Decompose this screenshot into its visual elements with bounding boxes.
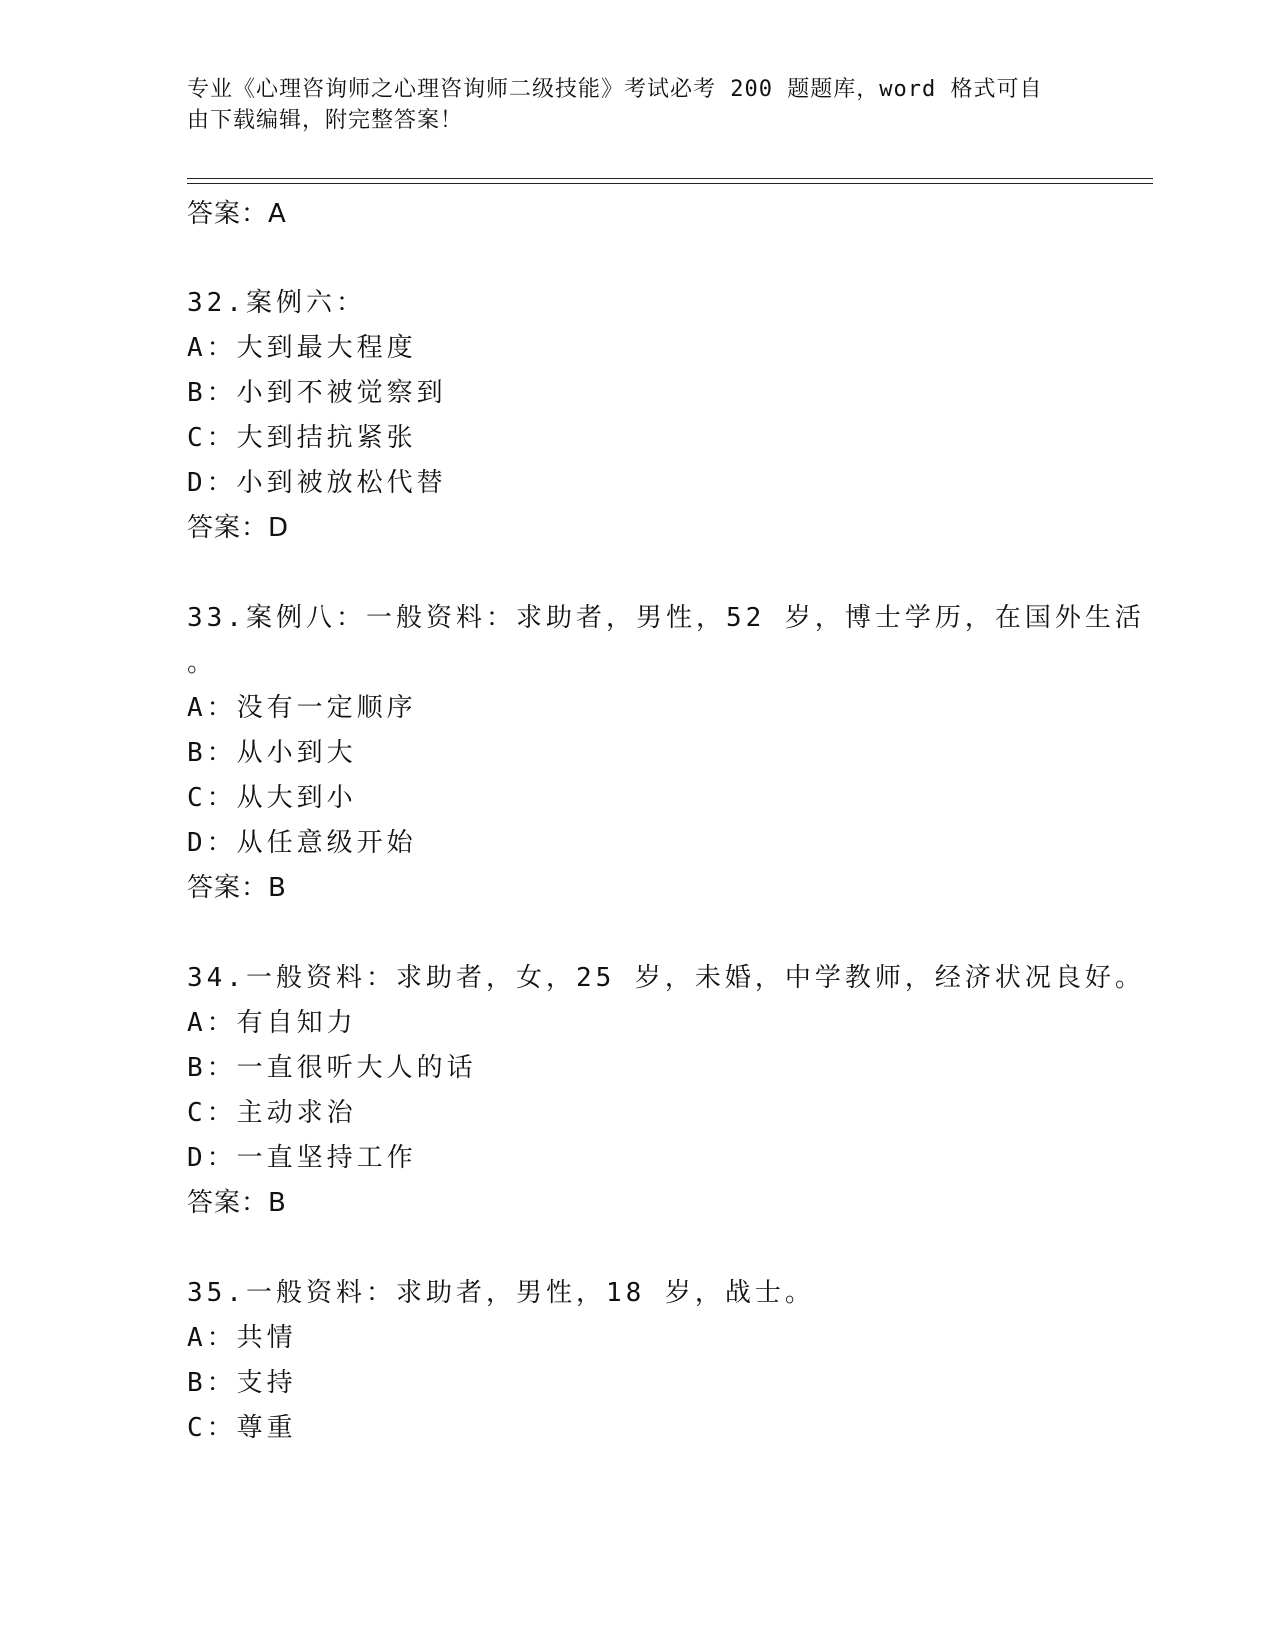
question-32-option-c: C：大到拮抗紧张: [187, 423, 417, 453]
answer-34: 答案：B: [187, 1188, 287, 1218]
question-33-stem-continuation: 。: [187, 648, 218, 678]
document-header: [187, 74, 1077, 136]
question-33-option-a: A：没有一定顺序: [187, 693, 417, 723]
question-35-option-b: B：支持: [187, 1368, 297, 1398]
header-rule-top: [187, 178, 1153, 179]
question-35-option-a: A：共情: [187, 1323, 297, 1353]
question-33-stem: 33.案例八：一般资料：求助者，男性，52 岁，博士学历，在国外生活: [187, 603, 1145, 633]
question-33-option-c: C：从大到小: [187, 783, 357, 813]
question-33-option-b: B：从小到大: [187, 738, 357, 768]
answer-31: 答案：A: [187, 199, 287, 229]
question-34-option-c: C：主动求治: [187, 1098, 357, 1128]
question-35-option-c: C：尊重: [187, 1413, 297, 1443]
question-34-option-d: D：一直坚持工作: [187, 1143, 417, 1173]
question-32-option-b: B：小到不被觉察到: [187, 378, 447, 408]
question-32-option-d: D：小到被放松代替: [187, 468, 447, 498]
question-32-stem: 32.案例六：: [187, 288, 366, 318]
question-33-option-d: D：从任意级开始: [187, 828, 417, 858]
question-34-option-a: A：有自知力: [187, 1008, 357, 1038]
question-34-stem: 34.一般资料：求助者，女，25 岁，未婚，中学教师，经济状况良好。: [187, 963, 1145, 993]
question-34-option-b: B：一直很听大人的话: [187, 1053, 477, 1083]
answer-32: 答案：D: [187, 513, 290, 543]
answer-33: 答案：B: [187, 873, 287, 903]
question-35-stem: 35.一般资料：求助者，男性，18 岁，战士。: [187, 1278, 815, 1308]
question-32-option-a: A：大到最大程度: [187, 333, 417, 363]
header-line-2: 由下载编辑，附完整答案！: [187, 108, 464, 133]
header-rule-bottom: [187, 183, 1153, 184]
header-line-1: 专业《心理咨询师之心理咨询师二级技能》考试必考 200 题题库，word 格式可自: [187, 77, 1043, 102]
